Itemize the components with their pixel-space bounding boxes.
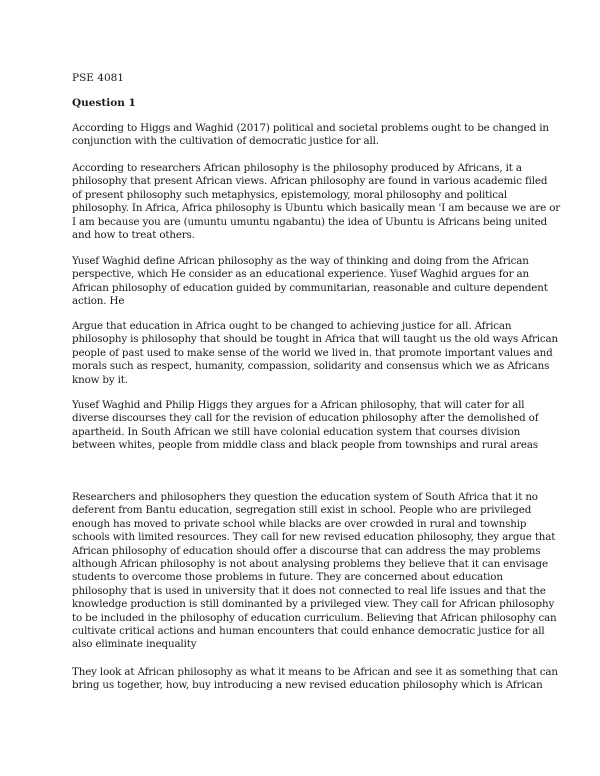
paragraph-line: philosophy that present African views. African philosophy are found in various academic filed (72, 175, 548, 188)
paragraph-line: know by it. (72, 373, 128, 386)
paragraph-line: Yusef Waghid define African philosophy as the way of thinking and doing from the African (72, 255, 529, 267)
paragraph-line: also eliminate inequality (72, 638, 197, 651)
paragraph-line: deferent from Bantu education, segregation still exist in school. People who are privileged (72, 504, 532, 517)
paragraph-5 (72, 399, 539, 453)
paragraph-line: cultivate critical actions and human encounters that could enhance democratic justice for all (72, 625, 545, 638)
paragraph-line: philosophy that is used in university that it does not connected to real life issues and that the (72, 584, 546, 597)
paragraph-2 (72, 162, 561, 242)
paragraph-line: philosophy. In Africa, Africa philosophy is Ubuntu which basically mean 'I am because we are or (72, 202, 561, 215)
paragraph-4 (72, 320, 559, 387)
paragraph-line: action. He (72, 295, 125, 308)
course-code: PSE 4081 (72, 72, 124, 84)
question-heading: Question 1 (72, 97, 136, 109)
paragraph-6 (72, 491, 557, 652)
paragraph-line: bring us together, how, buy introducing a new revised education philosophy which is African (72, 679, 543, 692)
paragraph-line: I am because you are (umuntu umuntu ngabantu) the idea of Ubuntu is Africans being united (72, 215, 548, 228)
paragraph-line: Yusef Waghid and Philip Higgs they argues for a African philosophy, that will cater for all (72, 399, 525, 411)
paragraph-line: Researchers and philosophers they question the education system of South Africa that it no (72, 491, 538, 503)
paragraph-line: and how to treat others. (72, 229, 195, 242)
paragraph-line: African philosophy of education should offer a discourse that can address the may problems (72, 544, 541, 557)
paragraph-line: between whites, people from middle class and black people from townships and rural areas (72, 439, 538, 452)
paragraph-line: people of past used to make sense of the world we lived in. that promote important values and (72, 346, 553, 359)
paragraph-line: diverse discourses they call for the revision of education philosophy after the demolished of (72, 412, 539, 425)
paragraph-line: although African philosophy is not about analysing problems they believe that it can envisage (72, 558, 548, 571)
paragraph-line: perspective, which He consider as an educational experience. Yusef Waghid argues for an (72, 268, 529, 281)
paragraph-line: students to overcome those problems in future. They are concerned about education (72, 571, 503, 584)
paragraph-line: conjunction with the cultivation of democratic justice for all. (72, 135, 379, 148)
paragraph-line: of present philosophy such metaphysics, epistemology, moral philosophy and political (72, 188, 508, 201)
paragraph-3 (72, 255, 548, 309)
paragraph-line: apartheid. In South African we still have colonial education system that courses division (72, 425, 521, 438)
paragraph-line: enough has moved to private school while blacks are over crowded in rural and township (72, 517, 527, 530)
paragraph-line: to be included in the philosophy of education curriculum. Believing that African philosophy can (72, 611, 557, 624)
paragraph-line: According to Higgs and Waghid (2017) political and societal problems ought to be changed in (72, 122, 549, 134)
paragraph-line: African philosophy of education guided by communitarian, reasonable and culture dependent (72, 281, 548, 294)
paragraph-line: philosophy is philosophy that should be tought in Africa that will taught us the old ways African (72, 333, 559, 346)
paragraph-7 (72, 666, 558, 693)
paragraph-line: schools with limited resources. They call for new revised education philosophy, they argue that (72, 531, 556, 544)
paragraph-1 (72, 122, 549, 149)
paragraph-line: knowledge production is still dominanted by a privileged view. They call for African philosophy (72, 598, 555, 611)
paragraph-line: They look at African philosophy as what it means to be African and see it as something that can (72, 666, 558, 678)
paragraph-line: Argue that education in Africa ought to be changed to achieving justice for all. African (72, 320, 512, 332)
paragraph-line: morals such as respect, humanity, compassion, solidarity and consensus which we as Africans (72, 360, 550, 373)
paragraph-line: According to researchers African philosophy is the philosophy produced by Africans, it a (72, 162, 522, 174)
